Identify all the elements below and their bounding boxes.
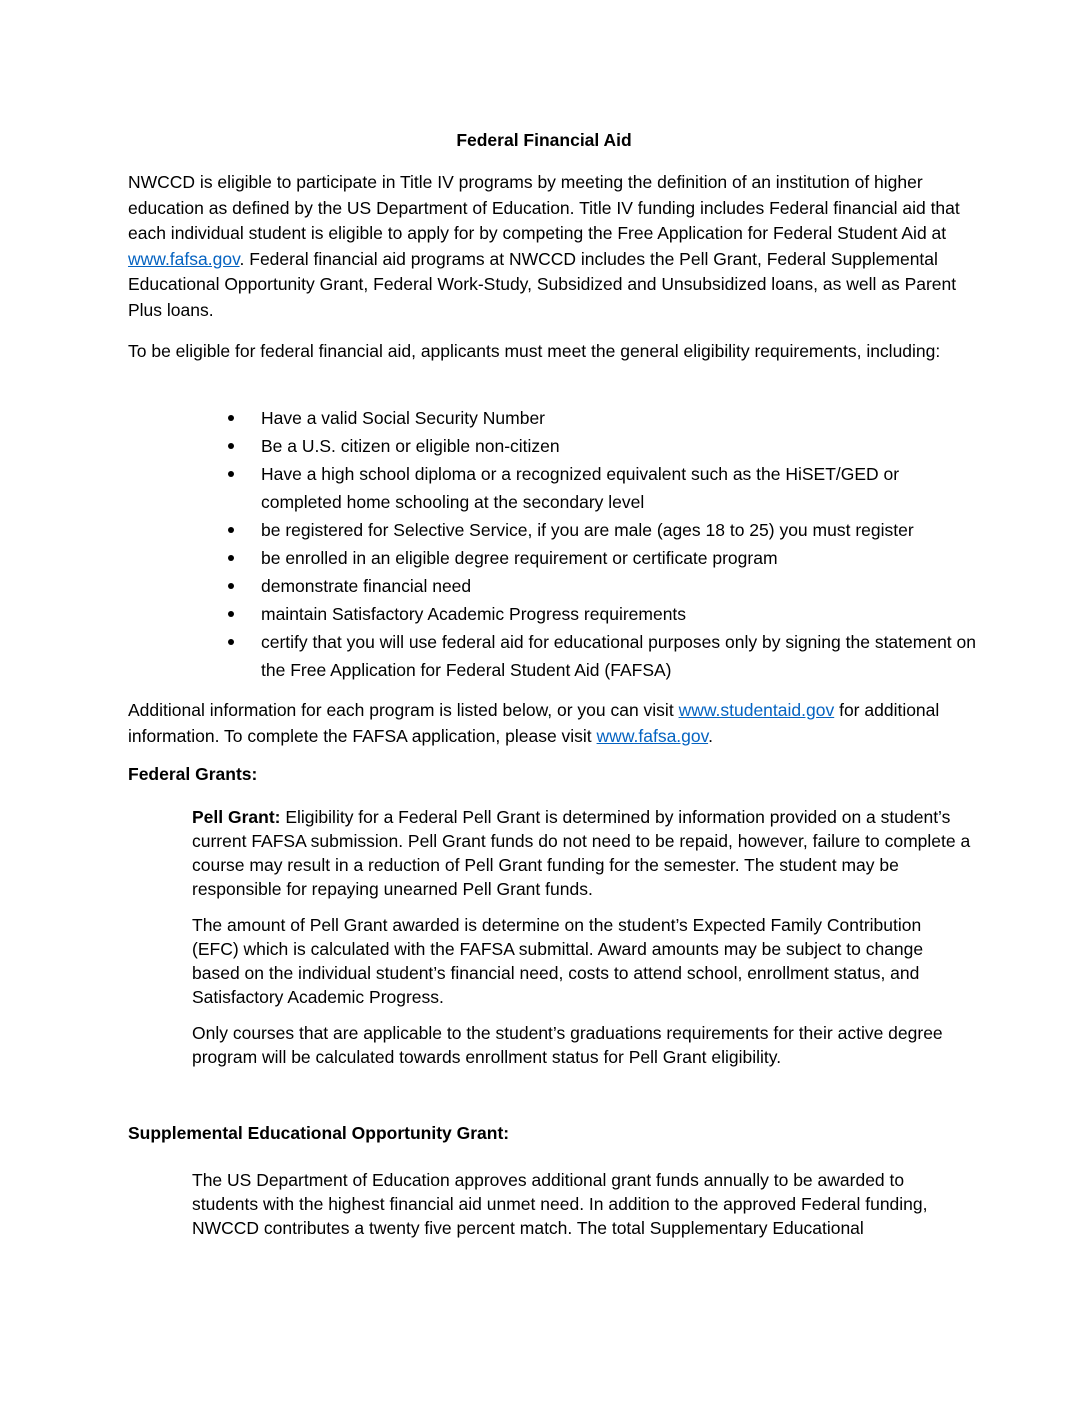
list-item: be registered for Selective Service, if you are male (ages 18 to 25) you must register: [228, 516, 978, 544]
list-item: certify that you will use federal aid for educational purposes only by signing the statement on the Free Application for Federal Student Aid (FAFSA): [228, 628, 978, 684]
pell-grant-label: Pell Grant:: [192, 807, 281, 827]
additional-info-paragraph: Additional information for each program is listed below, or you can visit www.studentaid.gov for additional information. To complete the FAFSA application, please visit www.fafsa.gov.: [128, 700, 940, 746]
bullet-icon: [228, 527, 234, 533]
fafsa-link[interactable]: www.fafsa.gov: [128, 248, 240, 269]
page-title: Federal Financial Aid: [456, 130, 632, 150]
federal-grants-heading: Federal Grants:: [128, 764, 258, 784]
list-item: Be a U.S. citizen or eligible non-citizen: [228, 432, 978, 460]
list-item: Have a high school diploma or a recognized equivalent such as the HiSET/GED or completed home schooling at the secondary level: [228, 460, 978, 516]
list-item: be enrolled in an eligible degree requirement or certificate program: [228, 544, 978, 572]
fafsa-link-2[interactable]: www.fafsa.gov: [596, 725, 709, 746]
seog-heading: Supplemental Educational Opportunity Grant:: [128, 1123, 510, 1143]
list-item: demonstrate financial need: [228, 572, 978, 600]
bullet-icon: [228, 583, 234, 589]
pell-amount-paragraph: The amount of Pell Grant awarded is determine on the student’s Expected Family Contribution (EFC) which is calculated with the FAFSA submittal. Award amounts may be subject to change based on the individual student’s financial need, costs to attend school, enrollment status, and Satisfactory Academic Progress.: [192, 915, 924, 1007]
pell-courses-paragraph: Only courses that are applicable to the student’s graduations requirements for their active degree program will be calculated towards enrollment status for Pell Grant eligibility.: [192, 1023, 943, 1067]
list-item: maintain Satisfactory Academic Progress requirements: [228, 600, 978, 628]
bullet-icon: [228, 415, 234, 421]
intro-text-1: NWCCD is eligible to participate in Title IV programs by meeting the definition of an institution of higher education as defined by the US Department of Education. Title IV funding includes Federal financial aid that each individual student is eligible to apply for by competing the Free Application for Federal Student Aid at: [128, 172, 960, 243]
bullet-icon: [228, 611, 234, 617]
intro-paragraph: [128, 170, 974, 323]
list-item: Have a valid Social Security Number: [228, 404, 978, 432]
intro-text-2: . Federal financial aid programs at NWCCD includes the Pell Grant, Federal Supplemental Educational Opportunity Grant, Federal Work-Study, Subsidized and Unsubsidized loans, as well as Parent Plus loans.: [128, 248, 957, 320]
bullet-icon: [228, 443, 234, 449]
bullet-icon: [228, 639, 234, 645]
pell-grant-paragraph: Pell Grant: Eligibility for a Federal Pell Grant is determined by information provided on a student’s current FAFSA submission. Pell Grant funds do not need to be repaid, however, failure to complete a course may result in a reduction of Pell Grant funding for the semester. The student may be responsible for repaying unearned Pell Grant funds.: [192, 807, 971, 899]
studentaid-link[interactable]: www.studentaid.gov: [678, 700, 835, 720]
bullet-icon: [228, 471, 234, 477]
eligibility-intro: To be eligible for federal financial aid, applicants must meet the general eligibility requirements, including:: [128, 341, 941, 361]
seog-paragraph: The US Department of Education approves additional grant funds annually to be awarded to students with the highest financial aid unmet need. In addition to the approved Federal funding, NWCCD contributes a twenty five percent match. The total Supplementary Educational: [192, 1170, 928, 1238]
requirements-list: [228, 404, 978, 684]
bullet-icon: [228, 555, 234, 561]
